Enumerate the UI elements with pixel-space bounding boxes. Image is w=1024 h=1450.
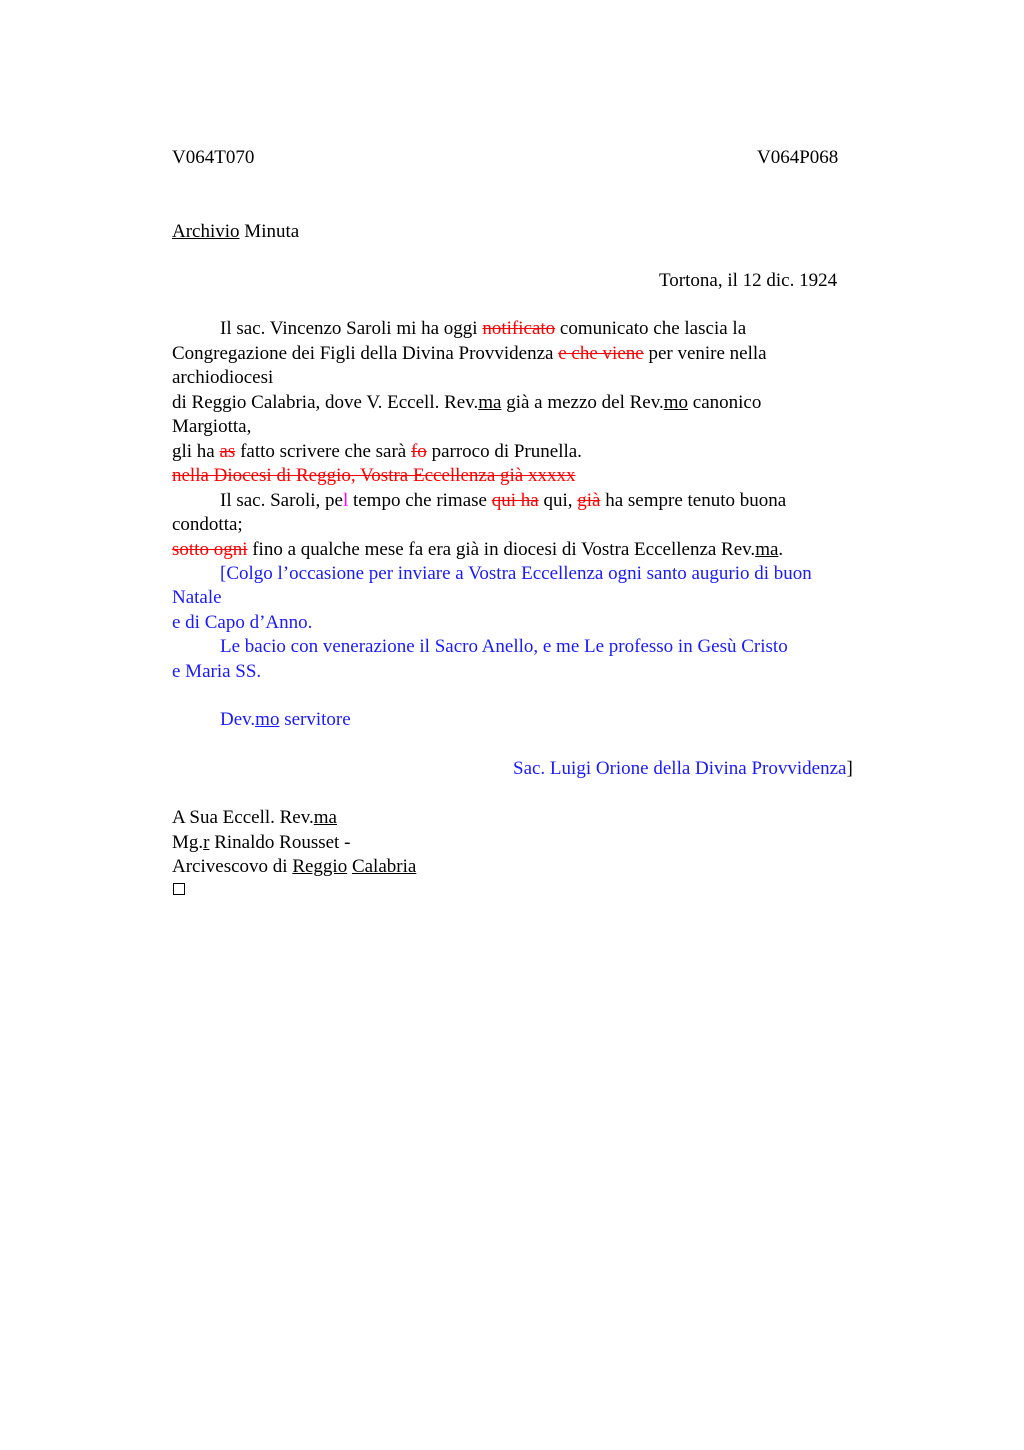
text: tempo che rimase: [348, 490, 492, 511]
text: servitore: [279, 709, 351, 730]
archive-line: [172, 220, 299, 244]
text: Il sac. Saroli, pe: [220, 490, 343, 511]
underlined-text: mo: [255, 709, 280, 730]
text: Dev.: [220, 709, 256, 730]
underlined-text: Reggio: [292, 856, 348, 877]
body-line: condotta;: [172, 514, 243, 535]
text: fino a qualche mese fa era già in diocesi di Vostra Eccellenza Rev.: [247, 539, 756, 560]
underlined-text: Calabria: [351, 856, 417, 877]
text: per venire nella: [643, 343, 767, 364]
text: comunicato che lascia la: [555, 318, 747, 339]
code-left: V064T070: [172, 147, 255, 168]
signature-text: Sac. Luigi Orione della Divina Provvidenza: [513, 758, 847, 779]
bracket: [: [220, 563, 227, 584]
text: gli ha: [172, 441, 220, 462]
text: Congregazione dei Figli della Divina Provvidenza: [172, 343, 559, 364]
underlined-text: ma: [478, 392, 502, 413]
body-line: e Maria SS.: [172, 661, 262, 682]
underlined-text: mo: [663, 392, 689, 413]
deleted-line: nella Diocesi di Reggio, Vostra Eccellenza già xxxxx: [172, 465, 576, 486]
address-line: [172, 806, 337, 830]
body-line: [172, 538, 783, 562]
deleted-text: già: [577, 490, 601, 511]
body-line: [220, 317, 746, 341]
deleted-text: sotto ogni: [172, 539, 248, 560]
body-line: [172, 391, 761, 415]
text: Colgo l’occasione per inviare a Vostra Eccellenza ogni santo augurio di buon: [226, 563, 812, 584]
text: .: [778, 539, 784, 560]
text: parroco di Prunella.: [426, 441, 582, 462]
closing: [220, 708, 351, 732]
address-line: [172, 831, 350, 855]
text: qui,: [538, 490, 578, 511]
body-line: [172, 342, 767, 366]
letter-date: Tortona, il 12 dic. 1924: [659, 270, 838, 291]
text: già a mezzo del Rev.: [501, 392, 664, 413]
code-right: V064P068: [757, 147, 839, 168]
deleted-text: fo: [410, 441, 427, 462]
archive-type: Minuta: [244, 221, 300, 242]
text: ha sempre tenuto buona: [600, 490, 787, 511]
body-line: [220, 489, 786, 513]
body-line: archiodiocesi: [172, 367, 274, 388]
text: A Sua Eccell. Rev.: [172, 807, 314, 828]
body-line: Natale: [172, 587, 222, 608]
bracket: ]: [846, 758, 853, 779]
text: Rinaldo Rousset -: [209, 832, 351, 853]
body-line: [220, 562, 812, 586]
text: Il sac. Vincenzo Saroli mi ha oggi: [220, 318, 483, 339]
body-line: Le bacio con venerazione il Sacro Anello, e me Le professo in Gesù Cristo: [220, 636, 788, 657]
text: di Reggio Calabria, dove V. Eccell. Rev.: [172, 392, 479, 413]
text: canonico: [688, 392, 762, 413]
text: fatto scrivere che sarà: [235, 441, 411, 462]
deleted-text: as: [219, 441, 236, 462]
body-line: e di Capo d’Anno.: [172, 612, 313, 633]
text: Arcivescovo di: [172, 856, 293, 877]
underlined-text: ma: [313, 807, 337, 828]
signature: [513, 757, 853, 781]
archive-label: Archivio: [172, 221, 240, 242]
text: Mg.: [172, 832, 204, 853]
underlined-text: r: [203, 832, 210, 853]
body-line: [172, 440, 582, 464]
deleted-text: e che viene: [558, 343, 644, 364]
inserted-text: l: [342, 490, 349, 511]
checkbox-square-icon: [173, 883, 185, 895]
address-line: [172, 855, 416, 879]
deleted-text: notificato: [482, 318, 556, 339]
body-line: Margiotta,: [172, 416, 252, 437]
underlined-text: ma: [755, 539, 779, 560]
deleted-text: qui ha: [491, 490, 539, 511]
